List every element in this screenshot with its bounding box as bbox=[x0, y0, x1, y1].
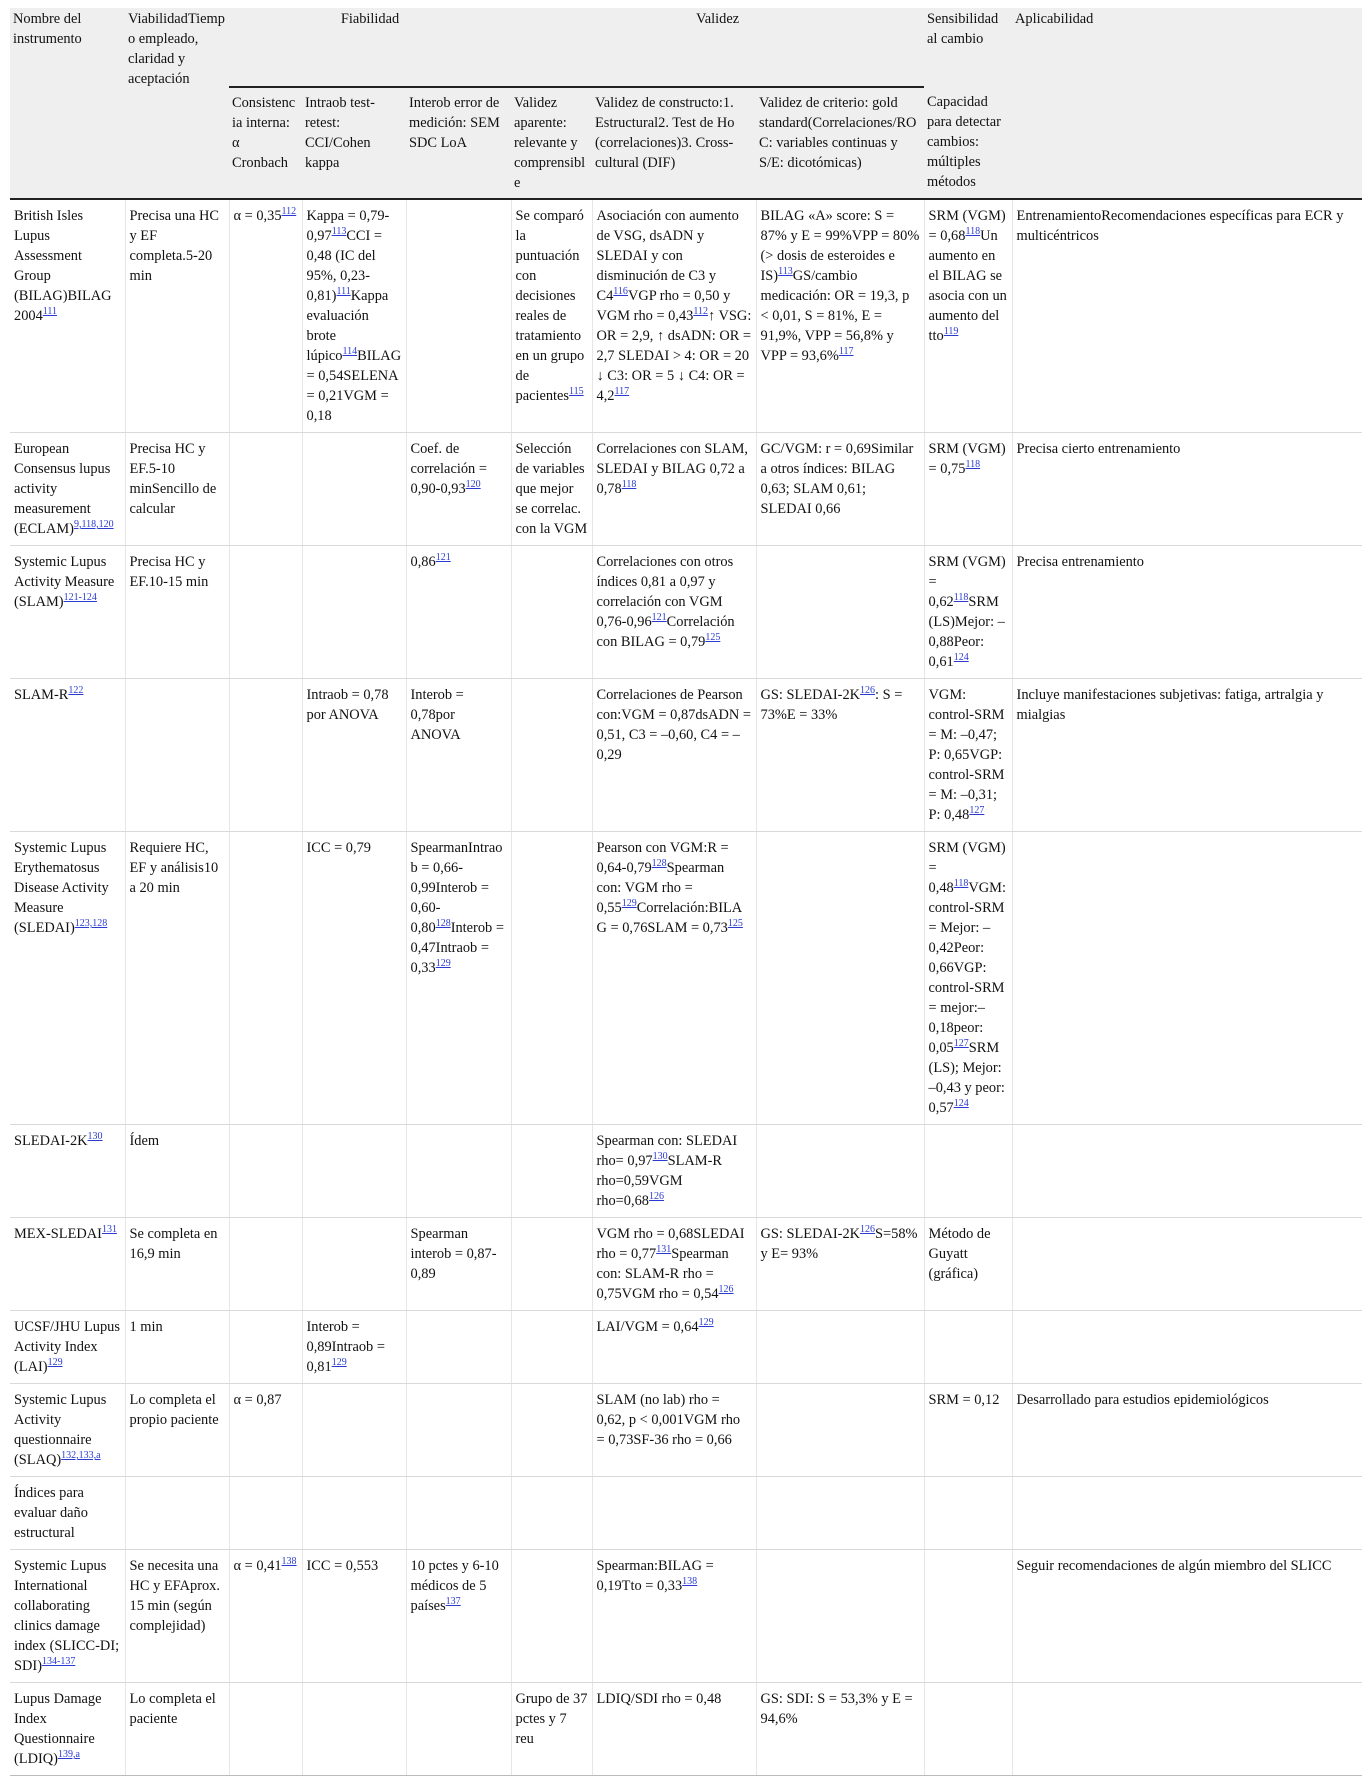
cell-viabilidad bbox=[125, 433, 229, 546]
table-row bbox=[10, 1311, 1362, 1384]
reference-link[interactable]: 116 bbox=[613, 286, 628, 298]
header-viabilidad: ViabilidadTiempo empleado, claridad y aceptación bbox=[125, 8, 229, 199]
lupus-instruments-table bbox=[10, 8, 1362, 1776]
cell-constructo bbox=[592, 1683, 756, 1776]
table-row bbox=[10, 433, 1362, 546]
cell-nombre-text: European Consensus lupus activity measurement (ECLAM) bbox=[14, 441, 111, 537]
cell-viabilidad-text: 1 min bbox=[129, 1319, 163, 1335]
cell-criterio-text: : S = 73%E = 33% bbox=[760, 687, 903, 723]
cell-constructo-text: Pearson con VGM:R = 0,64-0,79 bbox=[596, 840, 729, 876]
subheader-capacidad: Capacidad para detectar cambios: múltiples métodos bbox=[924, 87, 1012, 199]
subheader-interob: Interob error de medición: SEM SDC LoA bbox=[406, 87, 511, 199]
table-row bbox=[10, 1384, 1362, 1477]
cell-constructo-text: Correlación:BILAG = 0,76SLAM = 0,73 bbox=[596, 900, 743, 936]
cell-capacidad-text: SRM (VGM) = 0,62 bbox=[928, 554, 1006, 610]
cell-constructo-text: Correlación con BILAG = 0,79 bbox=[596, 614, 735, 650]
cell-viabilidad-text: Se necesita una HC y EFAprox. 15 min (según complejidad) bbox=[129, 1558, 220, 1634]
cell-interob-text: 10 pctes y 6-10 médicos de 5 países bbox=[410, 1558, 499, 1614]
reference-link[interactable]: 127 bbox=[953, 1038, 969, 1050]
cell-interob bbox=[406, 1125, 511, 1218]
cell-aplicabilidad-text: EntrenamientoRecomendaciones específicas para ECR y multicéntricos bbox=[1016, 208, 1344, 244]
reference-link[interactable]: 129 bbox=[698, 1317, 714, 1329]
cell-criterio-text: S=58% y E= 93% bbox=[760, 1226, 918, 1262]
reference-link[interactable]: 118 bbox=[953, 878, 969, 890]
cell-aplicabilidad bbox=[1012, 1477, 1362, 1550]
cell-aparente-text: Selección de variables que mejor se correlac. con la VGM bbox=[515, 441, 588, 537]
cell-interob bbox=[406, 1683, 511, 1776]
cell-constructo-text: VGP rho = 0,50 y VGM rho = 0,43 bbox=[596, 288, 731, 324]
cell-intraob-text: Interob = 0,89Intraob = 0,81 bbox=[306, 1319, 385, 1375]
cell-nombre-text: Systemic Lupus Activity Measure (SLAM) bbox=[14, 554, 115, 610]
cell-aparente bbox=[511, 1683, 592, 1776]
table-row bbox=[10, 199, 1362, 433]
reference-link[interactable]: 137 bbox=[445, 1596, 461, 1608]
cell-viabilidad bbox=[125, 546, 229, 679]
cell-capacidad bbox=[924, 199, 1012, 433]
header-fiabilidad: Fiabilidad bbox=[229, 8, 511, 87]
cell-criterio-text: GC/VGM: r = 0,69Similar a otros índices: BILAG 0,63; SLAM 0,61; SLEDAI 0,66 bbox=[760, 441, 914, 517]
cell-aplicabilidad bbox=[1012, 1218, 1362, 1311]
cell-interob bbox=[406, 1311, 511, 1384]
reference-link[interactable]: 126 bbox=[860, 1224, 876, 1236]
cell-capacidad-text: Un aumento en el BILAG se asocia con un aumento del tto bbox=[928, 228, 1007, 344]
cell-capacidad-text: SRM (LS)Mejor: –0,88Peor: 0,61 bbox=[928, 594, 1005, 670]
cell-capacidad bbox=[924, 1683, 1012, 1776]
cell-viabilidad-text: Precisa HC y EF.10-15 min bbox=[129, 554, 209, 590]
cell-criterio bbox=[756, 1125, 924, 1218]
cell-aplicabilidad bbox=[1012, 1550, 1362, 1683]
cell-criterio bbox=[756, 1384, 924, 1477]
cell-intraob bbox=[302, 1683, 406, 1776]
reference-link[interactable]: 124 bbox=[953, 652, 969, 664]
cell-consistencia bbox=[229, 1384, 302, 1477]
reference-link[interactable]: 132,133,a bbox=[61, 1450, 101, 1462]
cell-nombre-text: Lupus Damage Index Questionnaire (LDIQ) bbox=[14, 1691, 102, 1767]
reference-link[interactable]: 139,a bbox=[57, 1749, 80, 1761]
subheader-consistencia: Consistencia interna: α Cronbach bbox=[229, 87, 302, 199]
cell-capacidad bbox=[924, 1311, 1012, 1384]
table-body bbox=[10, 199, 1362, 1776]
reference-link[interactable]: 111 bbox=[42, 306, 58, 318]
cell-constructo bbox=[592, 832, 756, 1125]
cell-constructo-text: Correlaciones con otros índices 0,81 a 0,97 y correlación con VGM 0,76-0,96 bbox=[596, 554, 734, 630]
reference-link[interactable]: 125 bbox=[705, 632, 721, 644]
cell-intraob bbox=[302, 1477, 406, 1550]
cell-constructo bbox=[592, 1477, 756, 1550]
cell-viabilidad-text: Lo completa el propio paciente bbox=[129, 1392, 219, 1428]
cell-consistencia bbox=[229, 1218, 302, 1311]
reference-link[interactable]: 126 bbox=[860, 685, 876, 697]
cell-nombre-text: Systemic Lupus International collaborating clinics damage index (SLICC-DI; SDI) bbox=[14, 1558, 120, 1674]
cell-interob-text: Coef. de correlación = 0,90-0,93 bbox=[410, 441, 487, 497]
cell-criterio bbox=[756, 832, 924, 1125]
reference-link[interactable]: 9,118,120 bbox=[73, 519, 114, 531]
cell-consistencia bbox=[229, 1125, 302, 1218]
reference-link[interactable]: 125 bbox=[727, 918, 743, 930]
reference-link[interactable]: 129 bbox=[435, 958, 451, 970]
cell-constructo bbox=[592, 1550, 756, 1683]
cell-intraob-text: Kappa evaluación brote lúpico bbox=[306, 288, 389, 364]
cell-viabilidad bbox=[125, 1477, 229, 1550]
cell-aplicabilidad bbox=[1012, 1125, 1362, 1218]
cell-nombre-text: Índices para evaluar daño estructural bbox=[14, 1485, 88, 1541]
cell-intraob-text: BILAG = 0,54SELENA = 0,21VGM = 0,18 bbox=[306, 348, 402, 424]
reference-link[interactable]: 128 bbox=[435, 918, 451, 930]
reference-link[interactable]: 112 bbox=[693, 306, 708, 318]
reference-link[interactable]: 129 bbox=[47, 1357, 63, 1369]
reference-link[interactable]: 114 bbox=[342, 346, 358, 358]
cell-intraob bbox=[302, 1550, 406, 1683]
cell-constructo bbox=[592, 433, 756, 546]
table-row bbox=[10, 832, 1362, 1125]
cell-nombre-text: MEX-SLEDAI bbox=[14, 1226, 102, 1242]
cell-nombre bbox=[10, 433, 125, 546]
cell-intraob bbox=[302, 1384, 406, 1477]
subheader-constructo: Validez de constructo:1. Estructural2. Test de Ho (correlaciones)3. Cross-cultural (DIF) bbox=[592, 87, 756, 199]
cell-nombre bbox=[10, 1683, 125, 1776]
cell-constructo-text: LDIQ/SDI rho = 0,48 bbox=[596, 1691, 722, 1707]
cell-consistencia bbox=[229, 199, 302, 433]
subheader-intraob: Intraob test-retest: CCI/Cohen kappa bbox=[302, 87, 406, 199]
cell-nombre bbox=[10, 1125, 125, 1218]
cell-interob bbox=[406, 832, 511, 1125]
cell-capacidad bbox=[924, 679, 1012, 832]
reference-link[interactable]: 127 bbox=[969, 805, 985, 817]
reference-link[interactable]: 122 bbox=[68, 685, 84, 697]
cell-capacidad bbox=[924, 433, 1012, 546]
reference-link[interactable]: 117 bbox=[838, 346, 854, 358]
cell-consistencia-text: α = 0,87 bbox=[233, 1392, 282, 1408]
cell-consistencia bbox=[229, 679, 302, 832]
cell-constructo bbox=[592, 546, 756, 679]
table-row bbox=[10, 546, 1362, 679]
cell-interob bbox=[406, 1477, 511, 1550]
cell-interob-text: 0,86 bbox=[410, 554, 436, 570]
reference-link[interactable]: 119 bbox=[943, 326, 959, 338]
table-header bbox=[10, 8, 1362, 199]
cell-viabilidad-text: Ídem bbox=[129, 1133, 160, 1149]
cell-interob bbox=[406, 679, 511, 832]
table-row bbox=[10, 1477, 1362, 1550]
cell-capacidad bbox=[924, 832, 1012, 1125]
cell-capacidad-text: SRM = 0,12 bbox=[928, 1392, 1000, 1408]
cell-intraob-text: Kappa = 0,79-0,97 bbox=[306, 208, 390, 244]
cell-viabilidad bbox=[125, 832, 229, 1125]
header-aplicabilidad: Aplicabilidad bbox=[1012, 8, 1362, 199]
cell-aplicabilidad bbox=[1012, 199, 1362, 433]
cell-viabilidad bbox=[125, 1683, 229, 1776]
cell-intraob bbox=[302, 1311, 406, 1384]
table-row bbox=[10, 679, 1362, 832]
cell-interob-text: Spearman interob = 0,87-0,89 bbox=[410, 1226, 497, 1282]
cell-interob bbox=[406, 199, 511, 433]
cell-constructo bbox=[592, 199, 756, 433]
cell-criterio bbox=[756, 433, 924, 546]
cell-aplicabilidad-text: Precisa entrenamiento bbox=[1016, 554, 1144, 570]
cell-aparente bbox=[511, 433, 592, 546]
cell-consistencia bbox=[229, 1550, 302, 1683]
cell-criterio-text: GS: SLEDAI-2K bbox=[760, 687, 861, 703]
cell-interob bbox=[406, 546, 511, 679]
cell-aplicabilidad-text: Incluye manifestaciones subjetivas: fatiga, artralgia y mialgias bbox=[1016, 687, 1324, 723]
table-row bbox=[10, 1683, 1362, 1776]
cell-constructo-text: Spearman con: SLEDAI rho= 0,97 bbox=[596, 1133, 738, 1169]
cell-aplicabilidad bbox=[1012, 1683, 1362, 1776]
reference-link[interactable]: 118 bbox=[621, 479, 637, 491]
header-validez: Validez bbox=[511, 8, 924, 87]
cell-capacidad-text: VGM: control-SRM = Mejor: –0,42Peor: 0,66VGP: control-SRM = mejor:–0,18peor: 0,05 bbox=[928, 880, 1006, 1056]
cell-aparente bbox=[511, 832, 592, 1125]
cell-aparente-text: Se comparó la puntuación con decisiones reales de tratamiento en un grupo de pacientes bbox=[515, 208, 585, 404]
reference-link[interactable]: 129 bbox=[331, 1357, 347, 1369]
cell-intraob bbox=[302, 832, 406, 1125]
cell-criterio bbox=[756, 1311, 924, 1384]
cell-nombre bbox=[10, 1477, 125, 1550]
cell-aparente bbox=[511, 1384, 592, 1477]
cell-nombre bbox=[10, 1311, 125, 1384]
cell-interob bbox=[406, 1384, 511, 1477]
cell-nombre bbox=[10, 546, 125, 679]
reference-link[interactable]: 138 bbox=[281, 1556, 297, 1568]
cell-criterio bbox=[756, 199, 924, 433]
cell-capacidad bbox=[924, 1477, 1012, 1550]
cell-aplicabilidad-text: Desarrollado para estudios epidemiológicos bbox=[1016, 1392, 1269, 1408]
cell-nombre bbox=[10, 832, 125, 1125]
cell-intraob bbox=[302, 433, 406, 546]
cell-constructo-text: VGM rho = 0,68SLEDAI rho = 0,77 bbox=[596, 1226, 745, 1262]
cell-aparente bbox=[511, 1218, 592, 1311]
reference-link[interactable]: 129 bbox=[621, 898, 637, 910]
cell-consistencia bbox=[229, 546, 302, 679]
cell-aparente-text: Grupo de 37 pctes y 7 reu bbox=[515, 1691, 588, 1747]
cell-nombre-text: Systemic Lupus Erythematosus Disease Activity Measure (SLEDAI) bbox=[14, 840, 109, 936]
cell-aplicabilidad-text: Seguir recomendaciones de algún miembro del SLICC bbox=[1016, 1558, 1332, 1574]
cell-intraob-text: ICC = 0,553 bbox=[306, 1558, 379, 1574]
cell-criterio bbox=[756, 1550, 924, 1683]
cell-constructo bbox=[592, 1384, 756, 1477]
reference-link[interactable]: 138 bbox=[682, 1576, 698, 1588]
cell-nombre bbox=[10, 199, 125, 433]
cell-intraob-text: CCI = 0,48 (IC del 95%, 0,23-0,81) bbox=[306, 228, 383, 304]
cell-interob-text: SpearmanIntraob = 0,66-0,99Interob = 0,60-0,80 bbox=[410, 840, 503, 936]
instrument-table-container bbox=[10, 8, 1372, 1776]
cell-interob-text: Interob = 0,78por ANOVA bbox=[410, 687, 464, 743]
reference-link[interactable]: 112 bbox=[281, 206, 297, 218]
cell-capacidad-text: SRM (LS); Mejor: –0,43 y peor: 0,57 bbox=[928, 1040, 1005, 1116]
cell-criterio bbox=[756, 1218, 924, 1311]
cell-capacidad-text: SRM (VGM) = 0,68 bbox=[928, 208, 1006, 244]
reference-link[interactable]: 131 bbox=[101, 1224, 117, 1236]
cell-constructo bbox=[592, 679, 756, 832]
header-nombre: Nombre del instrumento bbox=[10, 8, 125, 199]
cell-viabilidad-text: Lo completa el paciente bbox=[129, 1691, 216, 1727]
reference-link[interactable]: 130 bbox=[652, 1151, 668, 1163]
cell-viabilidad-text: Precisa una HC y EF completa.5-20 min bbox=[129, 208, 220, 284]
subheader-aparente: Validez aparente: relevante y comprensible bbox=[511, 87, 592, 199]
cell-constructo-text: Correlaciones con SLAM, SLEDAI y BILAG 0,72 a 0,78 bbox=[596, 441, 748, 497]
cell-aparente bbox=[511, 199, 592, 433]
cell-constructo-text: LAI/VGM = 0,64 bbox=[596, 1319, 699, 1335]
cell-capacidad bbox=[924, 1550, 1012, 1683]
reference-link[interactable]: 123,128 bbox=[74, 918, 108, 930]
cell-viabilidad bbox=[125, 679, 229, 832]
cell-consistencia bbox=[229, 433, 302, 546]
cell-viabilidad-text: Se completa en 16,9 min bbox=[129, 1226, 218, 1262]
cell-constructo-text: ↑ VSG: OR = 2,9, ↑ dsADN: OR = 2,7 SLEDAI > 4: OR = 20 ↓ C3: OR = 5 ↓ C4: OR = 4,2 bbox=[596, 308, 752, 404]
cell-criterio-text: GS: SLEDAI-2K bbox=[760, 1226, 861, 1242]
cell-criterio-text: GS/cambio medicación: OR = 19,3, p < 0,01, S = 81%, E = 91,9%, VPP = 56,8% y VPP = 93,6% bbox=[760, 268, 910, 364]
cell-intraob bbox=[302, 679, 406, 832]
cell-aplicabilidad bbox=[1012, 433, 1362, 546]
reference-link[interactable]: 118 bbox=[953, 592, 969, 604]
cell-consistencia bbox=[229, 1477, 302, 1550]
cell-intraob bbox=[302, 199, 406, 433]
table-row bbox=[10, 1125, 1362, 1218]
cell-capacidad-text: SRM (VGM) = 0,75 bbox=[928, 441, 1006, 477]
cell-capacidad bbox=[924, 1218, 1012, 1311]
reference-link[interactable]: 120 bbox=[465, 479, 481, 491]
cell-intraob bbox=[302, 1218, 406, 1311]
cell-viabilidad bbox=[125, 1218, 229, 1311]
reference-link[interactable]: 126 bbox=[718, 1284, 734, 1296]
table-row bbox=[10, 1218, 1362, 1311]
cell-capacidad bbox=[924, 1125, 1012, 1218]
cell-aparente bbox=[511, 1311, 592, 1384]
cell-nombre-text: British Isles Lupus Assessment Group (BILAG)BILAG 2004 bbox=[14, 208, 112, 324]
reference-link[interactable]: 128 bbox=[651, 858, 667, 870]
reference-link[interactable]: 111 bbox=[336, 286, 351, 298]
cell-constructo-text: Spearman:BILAG = 0,19Tto = 0,33 bbox=[596, 1558, 714, 1594]
cell-nombre-text: SLAM-R bbox=[14, 687, 69, 703]
reference-link[interactable]: 126 bbox=[648, 1191, 664, 1203]
cell-aplicabilidad bbox=[1012, 832, 1362, 1125]
reference-link[interactable]: 121 bbox=[651, 612, 667, 624]
cell-viabilidad bbox=[125, 199, 229, 433]
cell-constructo-text: Correlaciones de Pearson con:VGM = 0,87dsADN = 0,51, C3 = –0,60, C4 = –0,29 bbox=[596, 687, 752, 763]
cell-intraob bbox=[302, 546, 406, 679]
cell-criterio bbox=[756, 679, 924, 832]
cell-constructo-text: Asociación con aumento de VSG, dsADN y SLEDAI y con disminución de C3 y C4 bbox=[596, 208, 739, 304]
cell-criterio bbox=[756, 1477, 924, 1550]
cell-consistencia-text: α = 0,41 bbox=[233, 1558, 282, 1574]
cell-constructo bbox=[592, 1218, 756, 1311]
cell-intraob-text: ICC = 0,79 bbox=[306, 840, 371, 856]
cell-nombre bbox=[10, 679, 125, 832]
cell-capacidad-text: Método de Guyatt (gráfica) bbox=[928, 1226, 991, 1282]
reference-link[interactable]: 117 bbox=[614, 386, 630, 398]
cell-consistencia bbox=[229, 832, 302, 1125]
cell-aplicabilidad bbox=[1012, 546, 1362, 679]
cell-constructo-text: Spearman con: SLAM-R rho = 0,75VGM rho = 0,54 bbox=[596, 1246, 729, 1302]
cell-capacidad-text: VGM: control-SRM = M: –0,47; P: 0,65VGP: control-SRM = M: –0,31; P: 0,48 bbox=[928, 687, 1005, 823]
reference-link[interactable]: 130 bbox=[87, 1131, 103, 1143]
cell-aplicabilidad bbox=[1012, 1384, 1362, 1477]
cell-viabilidad bbox=[125, 1550, 229, 1683]
cell-intraob-text: Intraob = 0,78 por ANOVA bbox=[306, 687, 389, 723]
cell-criterio bbox=[756, 1683, 924, 1776]
cell-interob bbox=[406, 1218, 511, 1311]
cell-aparente bbox=[511, 546, 592, 679]
cell-viabilidad-text: Requiere HC, EF y análisis10 a 20 min bbox=[129, 840, 219, 896]
cell-constructo-text: SLAM-R rho=0,59VGM rho=0,68 bbox=[596, 1153, 722, 1209]
cell-interob-text: Interob = 0,47Intraob = 0,33 bbox=[410, 920, 504, 976]
reference-link[interactable]: 124 bbox=[953, 1098, 969, 1110]
cell-intraob bbox=[302, 1125, 406, 1218]
cell-criterio bbox=[756, 546, 924, 679]
cell-constructo-text: Spearman con: VGM rho = 0,55 bbox=[596, 860, 725, 916]
cell-nombre bbox=[10, 1550, 125, 1683]
cell-consistencia bbox=[229, 1683, 302, 1776]
header-sensibilidad: Sensibilidad al cambio bbox=[924, 8, 1012, 87]
cell-consistencia-text: α = 0,35 bbox=[233, 208, 282, 224]
cell-aplicabilidad-text: Precisa cierto entrenamiento bbox=[1016, 441, 1181, 457]
cell-consistencia bbox=[229, 1311, 302, 1384]
reference-link[interactable]: 118 bbox=[965, 226, 981, 238]
cell-nombre-text: Systemic Lupus Activity questionnaire (SLAQ) bbox=[14, 1392, 107, 1468]
cell-constructo-text: SLAM (no lab) rho = 0,62, p < 0,001VGM rho = 0,73SF-36 rho = 0,66 bbox=[596, 1392, 741, 1448]
reference-link[interactable]: 113 bbox=[778, 266, 793, 278]
reference-link[interactable]: 118 bbox=[965, 459, 981, 471]
cell-constructo bbox=[592, 1311, 756, 1384]
cell-viabilidad-text: Precisa HC y EF.5-10 minSencillo de calcular bbox=[129, 441, 217, 517]
cell-capacidad bbox=[924, 546, 1012, 679]
cell-nombre bbox=[10, 1384, 125, 1477]
cell-criterio-text: GS: SDI: S = 53,3% y E = 94,6% bbox=[760, 1691, 913, 1727]
cell-viabilidad bbox=[125, 1311, 229, 1384]
cell-criterio-text: BILAG «A» score: S = 87% y E = 99%VPP = 80% (> dosis de esteroides e IS) bbox=[760, 208, 920, 284]
reference-link[interactable]: 121-124 bbox=[63, 592, 97, 604]
cell-interob bbox=[406, 1550, 511, 1683]
reference-link[interactable]: 121 bbox=[435, 552, 451, 564]
cell-nombre-text: UCSF/JHU Lupus Activity Index (LAI) bbox=[14, 1319, 120, 1375]
cell-aparente bbox=[511, 1477, 592, 1550]
cell-viabilidad bbox=[125, 1384, 229, 1477]
subheader-criterio: Validez de criterio: gold standard(Correlaciones/ROC: variables continuas y S/E: dicotómicas) bbox=[756, 87, 924, 199]
reference-link[interactable]: 134-137 bbox=[41, 1656, 76, 1668]
cell-viabilidad bbox=[125, 1125, 229, 1218]
cell-capacidad-text: SRM (VGM) = 0,48 bbox=[928, 840, 1006, 896]
cell-nombre bbox=[10, 1218, 125, 1311]
cell-aparente bbox=[511, 1125, 592, 1218]
cell-aplicabilidad bbox=[1012, 679, 1362, 832]
cell-aparente bbox=[511, 1550, 592, 1683]
reference-link[interactable]: 115 bbox=[569, 386, 584, 398]
cell-constructo bbox=[592, 1125, 756, 1218]
reference-link[interactable]: 131 bbox=[656, 1244, 672, 1256]
cell-aparente bbox=[511, 679, 592, 832]
table-row bbox=[10, 1550, 1362, 1683]
cell-capacidad bbox=[924, 1384, 1012, 1477]
reference-link[interactable]: 113 bbox=[331, 226, 347, 238]
cell-interob bbox=[406, 433, 511, 546]
cell-aplicabilidad bbox=[1012, 1311, 1362, 1384]
cell-nombre-text: SLEDAI-2K bbox=[14, 1133, 88, 1149]
